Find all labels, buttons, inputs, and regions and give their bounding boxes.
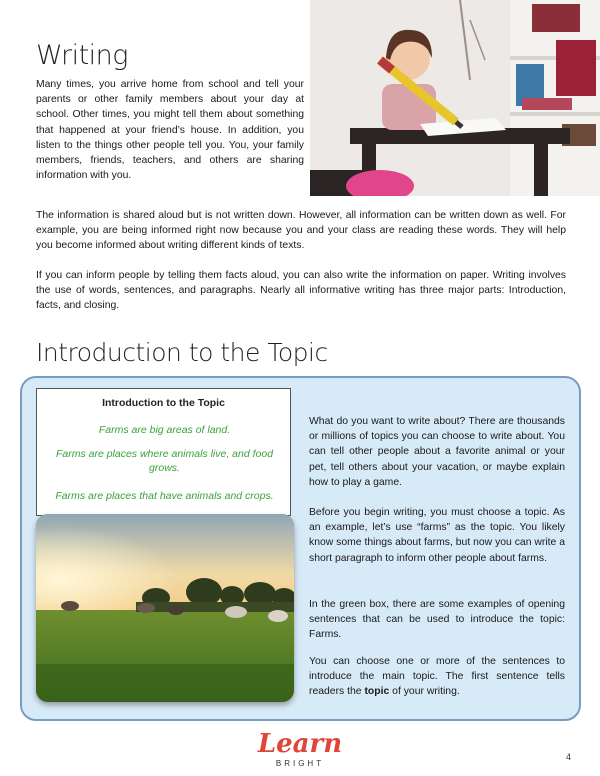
- girl-writing-photo: [310, 0, 600, 196]
- paragraph-text: of your writing.: [389, 686, 460, 698]
- example-sentence: Farms are places that have animals and crops.: [55, 490, 274, 502]
- farm-photo: [36, 514, 294, 702]
- example-sentences-box: [36, 388, 291, 516]
- logo-subtext: BRIGHT: [275, 759, 325, 768]
- emphasis-word: topic: [364, 686, 390, 698]
- right-paragraph-1: What do you want to write about? There are thousands or millions of topics you can choose to write about. You can tell other people about a favorite animal or your pet, tell others about your vacation, or maybe explain how to play a game.: [309, 416, 565, 488]
- right-paragraph-4: [309, 654, 565, 700]
- intro-paragraph: Many times, you arrive home from school and tell your parents or other family members about your day at school. Other times, you might tell them about something that happened at your friend’s house. In addition, you listen to the things other people tell you. You, your family members, friends, teachers, and others are sharing information with you.: [36, 79, 304, 182]
- section-title: Introduction to the Topic: [36, 338, 328, 367]
- body-paragraph-2: The information is shared aloud but is not written down. However, all information can be written down as well. For example, you are being informed right now because you and your class are reading these words. They will help you become informed about writing different kinds of texts.: [36, 210, 566, 252]
- body-paragraph-3: If you can inform people by telling them facts aloud, you can also write the information on paper. Writing involves the use of words, sentences, and paragraphs. Nearly all informative writing has three major parts: Introduction, facts, and closing.: [36, 270, 566, 312]
- page-title: Writing: [36, 40, 128, 71]
- right-paragraph-2: Before you begin writing, you must choose a topic. As an example, let’s use “farms” as the topic. You likely know some things about farms, but now you can write a short paragraph to inform other people about farms.: [309, 507, 565, 564]
- learn-bright-logo: [252, 722, 348, 770]
- logo-wordmark: Learn: [257, 729, 343, 759]
- example-sentence: Farms are places where animals live, and food grows.: [55, 448, 274, 474]
- example-sentence: Farms are big areas of land.: [98, 424, 231, 436]
- page-number: 4: [566, 752, 572, 762]
- example-box-heading: Introduction to the Topic: [102, 397, 225, 409]
- paragraph-text: You can choose one or more of the sentences to introduce the main topic. The first sentence tells readers the: [309, 656, 565, 698]
- right-paragraph-3: In the green box, there are some examples of opening sentences that can be used to introduce the topic: Farms.: [309, 599, 565, 641]
